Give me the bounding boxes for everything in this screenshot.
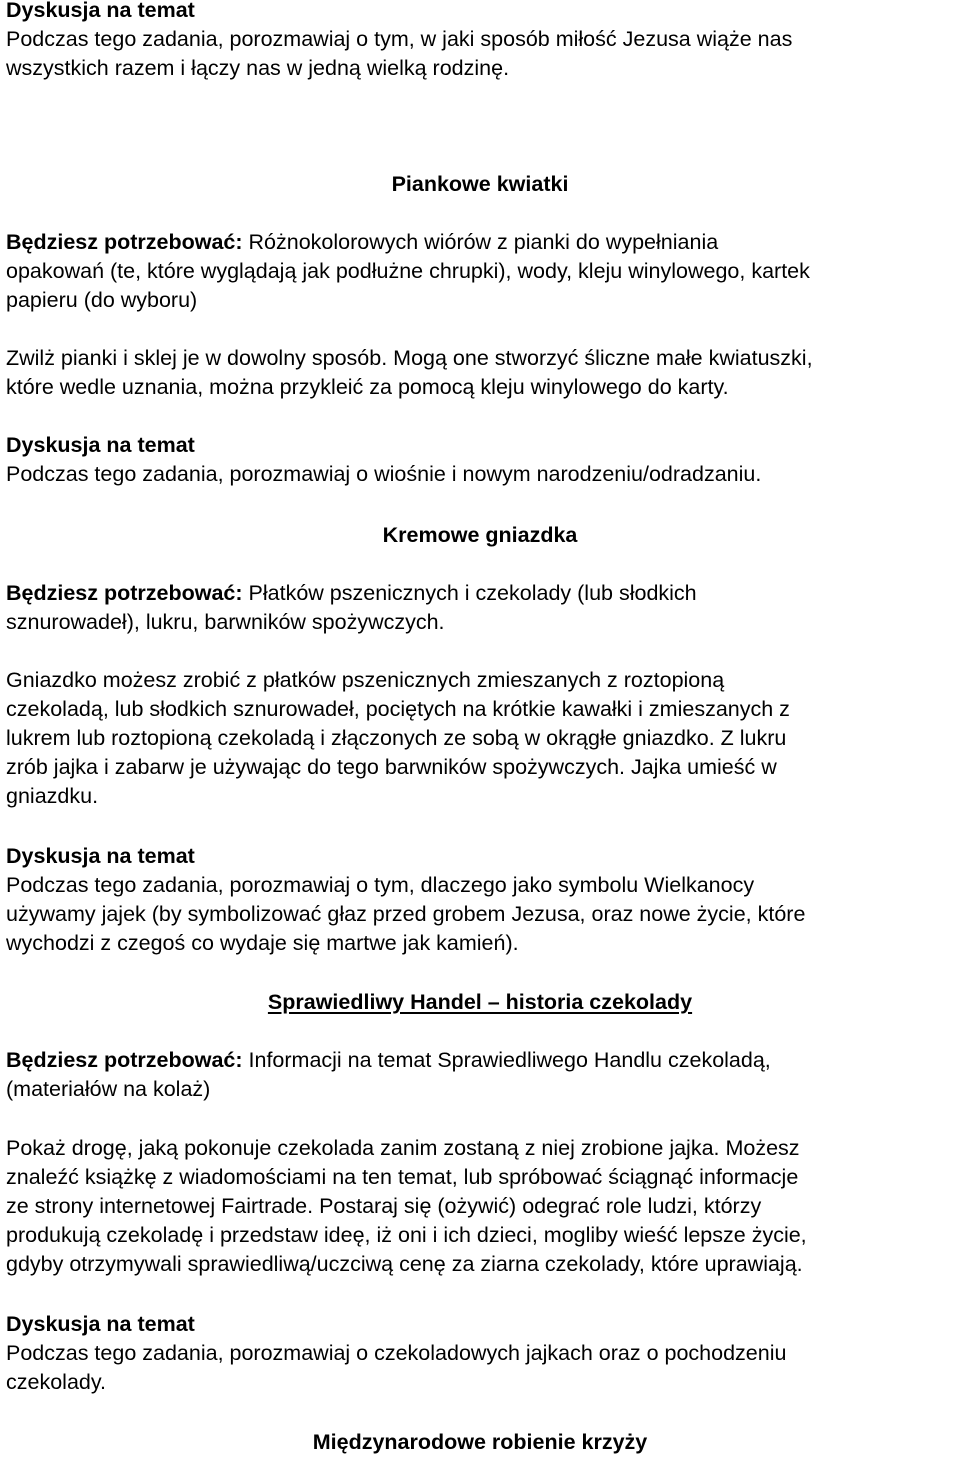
discussion-block: [6, 431, 954, 489]
needs-label: Będziesz potrzebować:: [6, 230, 243, 254]
needs-line: sznurowadeł), lukru, barwników spożywczych.: [6, 610, 445, 634]
discussion-line: czekolady.: [6, 1370, 106, 1394]
instructions-paragraph: [6, 1134, 954, 1279]
instructions-paragraph: [6, 344, 954, 402]
needs-label: Będziesz potrzebować:: [6, 581, 243, 605]
instructions-line: produkują czekoladę i przedstaw ideę, iż oni i ich dzieci, mogliby wieść lepsze życie,: [6, 1223, 807, 1247]
discussion-block: [6, 0, 954, 83]
activity-title: [6, 988, 954, 1017]
instructions-paragraph: [6, 666, 954, 811]
activity-title: Międzynarodowe robienie krzyży: [312, 1430, 648, 1454]
needs-paragraph: [6, 228, 954, 315]
discussion-heading: Dyskusja na temat: [6, 0, 195, 22]
needs-text: Informacji na temat Sprawiedliwego Handlu czekoladą,: [242, 1048, 771, 1072]
discussion-line: Podczas tego zadania, porozmawiaj o tym, dlaczego jako symbolu Wielkanocy: [6, 873, 755, 897]
instructions-line: Gniazdko możesz zrobić z płatków pszenicznych zmieszanych z roztopioną: [6, 668, 725, 692]
discussion-block: [6, 842, 954, 958]
needs-paragraph: [6, 579, 954, 637]
discussion-heading: Dyskusja na temat: [6, 433, 195, 457]
discussion-line: Podczas tego zadania, porozmawiaj o wiośnie i nowym narodzeniu/odradzaniu.: [6, 462, 762, 486]
needs-line: papieru (do wyboru): [6, 288, 198, 312]
needs-line: opakowań (te, które wyglądają jak podłużne chrupki), wody, kleju winylowego, kartek: [6, 259, 810, 283]
discussion-line: Podczas tego zadania, porozmawiaj o czekoladowych jajkach oraz o pochodzeniu: [6, 1341, 787, 1365]
instructions-line: Pokaż drogę, jaką pokonuje czekolada zanim zostaną z niej zrobione jajka. Możesz: [6, 1136, 800, 1160]
instructions-line: czekoladą, lub słodkich sznurowadeł, pociętych na krótkie kawałki i zmieszanych z: [6, 697, 790, 721]
instructions-line: lukrem lub roztopioną czekoladą i złączonych ze sobą w okrągłe gniazdko. Z lukru: [6, 726, 787, 750]
needs-text: Płatków pszenicznych i czekolady (lub słodkich: [242, 581, 697, 605]
activity-title: Kremowe gniazdka: [382, 523, 578, 547]
activity-title: Piankowe kwiatki: [391, 172, 569, 196]
discussion-block: [6, 1310, 954, 1397]
instructions-line: które wedle uznania, można przykleić za pomocą kleju winylowego do karty.: [6, 375, 729, 399]
activity-title-text: Sprawiedliwy Handel – historia czekolady: [267, 990, 693, 1014]
needs-text: Różnokolorowych wiórów z pianki do wypełniania: [242, 230, 719, 254]
discussion-line: używamy jajek (by symbolizować głaz przed grobem Jezusa, oraz nowe życie, które: [6, 902, 806, 926]
needs-label: Będziesz potrzebować:: [6, 1048, 243, 1072]
needs-line: (materiałów na kolaż): [6, 1077, 211, 1101]
instructions-line: ze strony internetowej Fairtrade. Postaraj się (ożywić) odegrać role ludzi, którzy: [6, 1194, 762, 1218]
instructions-line: zrób jajka i zabarw je używając do tego barwników spożywczych. Jajka umieść w: [6, 755, 777, 779]
discussion-line: wychodzi z czegoś co wydaje się martwe jak kamień).: [6, 931, 519, 955]
needs-paragraph: [6, 1046, 954, 1104]
discussion-line: Podczas tego zadania, porozmawiaj o tym, w jaki sposób miłość Jezusa wiąże nas: [6, 27, 793, 51]
instructions-line: Zwilż pianki i sklej je w dowolny sposób. Mogą one stworzyć śliczne małe kwiatuszki,: [6, 346, 813, 370]
discussion-line: wszystkich razem i łączy nas w jedną wielką rodzinę.: [6, 56, 510, 80]
instructions-line: gniazdku.: [6, 784, 99, 808]
discussion-heading: Dyskusja na temat: [6, 844, 195, 868]
instructions-line: gdyby otrzymywali sprawiedliwą/uczciwą cenę za ziarna czekolady, które uprawiają.: [6, 1252, 803, 1276]
discussion-heading: Dyskusja na temat: [6, 1312, 195, 1336]
instructions-line: znaleźć książkę z wiadomościami na ten temat, lub spróbować ściągnąć informacje: [6, 1165, 799, 1189]
